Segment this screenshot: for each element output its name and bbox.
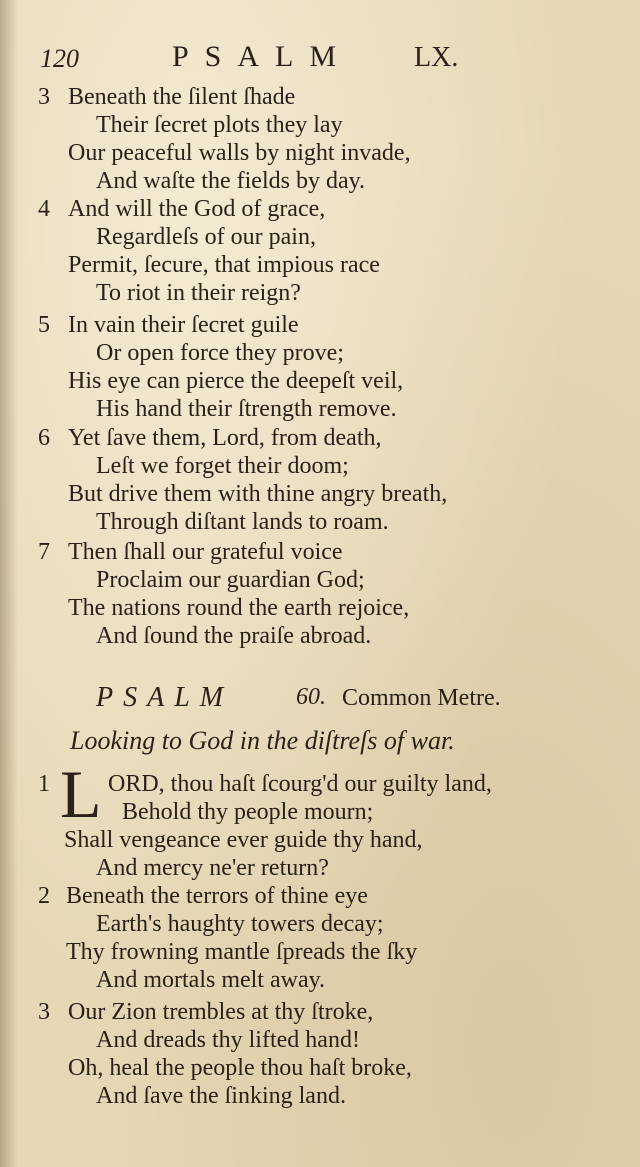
verse-text: Behold thy people mourn; xyxy=(122,799,374,825)
verse-text: Our peaceful walls by night invade, xyxy=(68,140,411,166)
verse-number: 7 xyxy=(38,539,50,565)
psalm-heading xyxy=(96,682,616,716)
psalm-number: 60. xyxy=(296,684,326,710)
verse-text: His hand their ſtrength remove. xyxy=(96,396,397,422)
verse-line xyxy=(38,279,628,307)
verse-text: Beneath the terrors of thine eye xyxy=(66,883,368,909)
stanza-60-2 xyxy=(38,882,628,994)
running-psalm-number: LX. xyxy=(414,42,459,73)
verse-text: And mercy ne'er return? xyxy=(96,855,329,881)
verse-line xyxy=(38,395,628,423)
verse-text: Earth's haughty towers decay; xyxy=(96,911,384,937)
verse-line xyxy=(38,139,628,167)
verse-line xyxy=(38,195,628,223)
verse-number: 3 xyxy=(38,999,50,1025)
verse-text: Leſt we forget their doom; xyxy=(96,453,349,479)
verse-line xyxy=(38,826,628,854)
verse-number: 6 xyxy=(38,425,50,451)
verse-line xyxy=(38,538,628,566)
verse-line xyxy=(38,770,628,798)
stanza-60-3 xyxy=(38,998,628,1110)
verse-text: Their ſecret plots they lay xyxy=(96,112,343,138)
drop-cap: L xyxy=(60,756,102,832)
verse-number: 4 xyxy=(38,196,50,222)
verse-text: Shall vengeance ever guide thy hand, xyxy=(64,827,423,853)
verse-text: Thy frowning mantle ſpreads the ſky xyxy=(66,939,418,965)
verse-text: His eye can pierce the deepeſt veil, xyxy=(68,368,404,394)
verse-line xyxy=(38,167,628,195)
verse-line xyxy=(38,251,628,279)
verse-line xyxy=(38,1082,628,1110)
verse-text: ORD, thou haſt ſcourg'd our guilty land, xyxy=(108,771,492,797)
verse-text: And waſte the fields by day. xyxy=(96,168,366,194)
verse-line xyxy=(38,311,628,339)
verse-text: Through diſtant lands to roam. xyxy=(96,509,389,535)
verse-text: In vain their ſecret guile xyxy=(68,312,299,338)
verse-text: But drive them with thine angry breath, xyxy=(68,481,448,507)
verse-text: Yet ſave them, Lord, from death, xyxy=(68,425,382,451)
verse-line xyxy=(38,566,628,594)
psalm-metre: Common Metre. xyxy=(342,685,501,711)
verse-line xyxy=(38,938,628,966)
verse-text: And dreads thy lifted hand! xyxy=(96,1027,360,1053)
verse-number: 3 xyxy=(38,84,50,110)
stanza-7 xyxy=(38,538,628,650)
verse-line xyxy=(38,111,628,139)
verse-text: Our Zion trembles at thy ſtroke, xyxy=(68,999,374,1025)
verse-line xyxy=(38,508,628,536)
verse-line xyxy=(38,882,628,910)
verse-number: 2 xyxy=(38,883,50,909)
verse-line xyxy=(38,339,628,367)
verse-line xyxy=(38,452,628,480)
stanza-5 xyxy=(38,311,628,423)
running-title: PSALM xyxy=(172,40,353,73)
verse-line xyxy=(38,798,628,826)
verse-line xyxy=(38,854,628,882)
verse-line xyxy=(38,1026,628,1054)
verse-text: Regardleſs of our pain, xyxy=(96,224,316,250)
verse-line xyxy=(38,480,628,508)
verse-text: Then ſhall our grateful voice xyxy=(68,539,343,565)
verse-text: The nations round the earth rejoice, xyxy=(68,595,410,621)
verse-text: And ſound the praiſe abroad. xyxy=(96,623,372,649)
verse-line xyxy=(38,1054,628,1082)
psalm-title: PSALM xyxy=(96,682,234,713)
verse-text: To riot in their reign? xyxy=(96,280,301,306)
verse-text: Proclaim our guardian God; xyxy=(96,567,365,593)
verse-number: 1 xyxy=(38,771,50,797)
page-number: 120 xyxy=(40,44,79,73)
verse-text: Beneath the ſilent ſhade xyxy=(68,84,296,110)
verse-text: Oh, heal the people thou haſt broke, xyxy=(68,1055,412,1081)
verse-line xyxy=(38,998,628,1026)
stanza-4 xyxy=(38,195,628,307)
verse-line xyxy=(38,223,628,251)
verse-line xyxy=(38,424,628,452)
verse-number: 5 xyxy=(38,312,50,338)
stanza-6 xyxy=(38,424,628,536)
verse-line xyxy=(38,594,628,622)
verse-text: And mortals melt away. xyxy=(96,967,326,993)
verse-line xyxy=(38,367,628,395)
verse-text: And ſave the ſinking land. xyxy=(96,1083,346,1109)
psalm-subtitle: Looking to God in the diſtreſs of war. xyxy=(70,726,455,755)
verse-text: And will the God of grace, xyxy=(68,196,326,222)
verse-line xyxy=(38,966,628,994)
verse-line xyxy=(38,83,628,111)
stanza-60-1 xyxy=(38,770,628,882)
verse-line xyxy=(38,622,628,650)
page-gutter-shadow xyxy=(0,0,18,1167)
running-header xyxy=(38,40,618,76)
verse-line xyxy=(38,910,628,938)
stanza-3 xyxy=(38,83,628,195)
verse-text: Permit, ſecure, that impious race xyxy=(68,252,380,278)
verse-text: Or open force they prove; xyxy=(96,340,344,366)
